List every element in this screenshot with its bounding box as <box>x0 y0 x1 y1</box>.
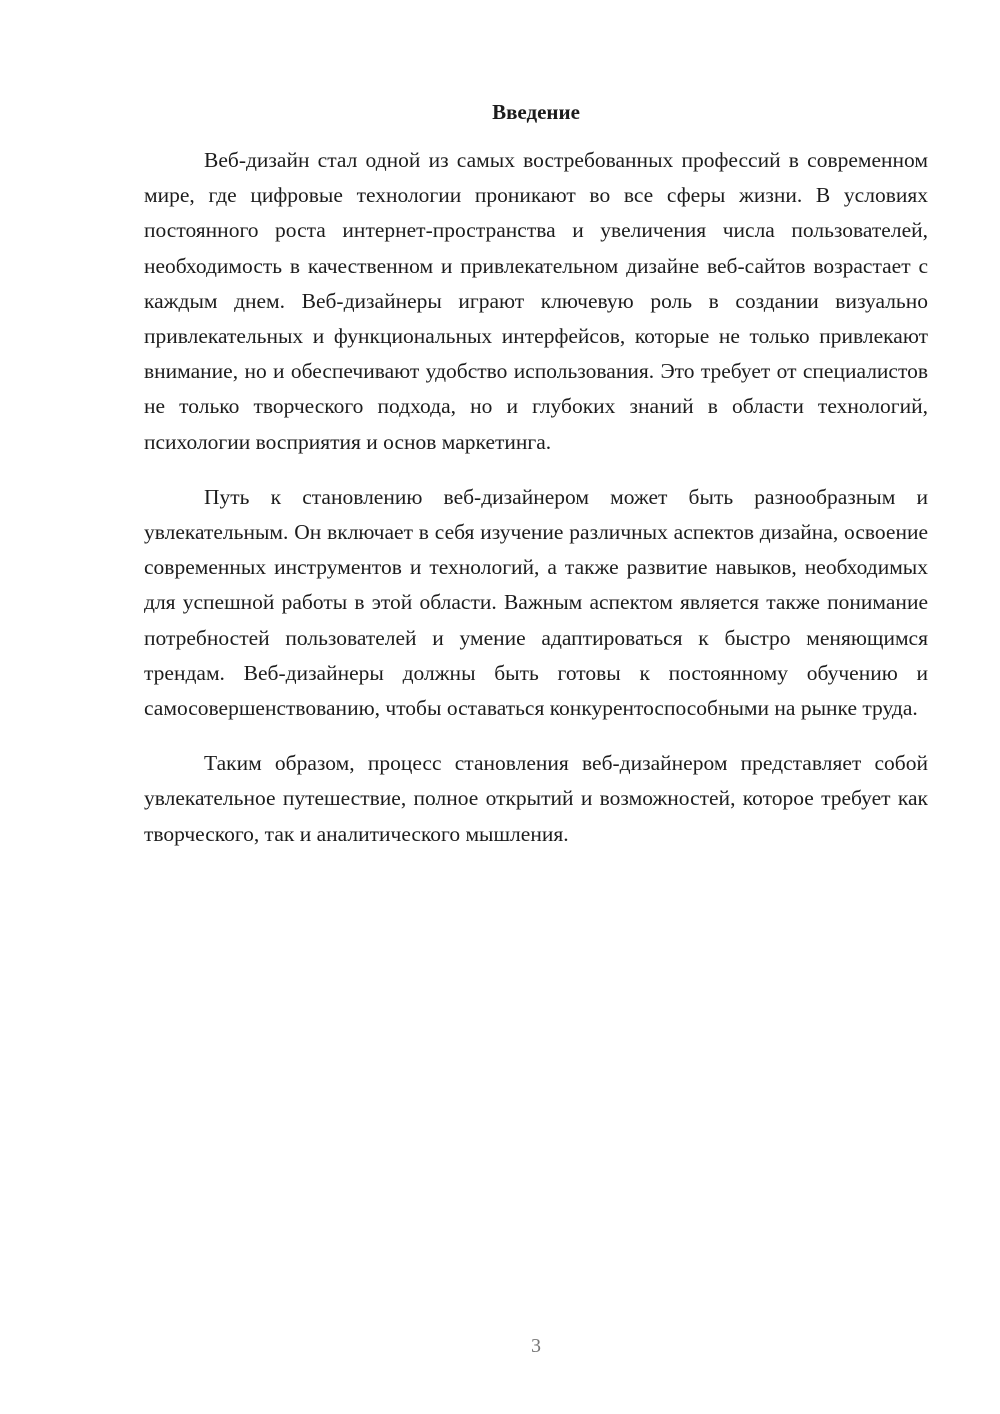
paragraph-3: Таким образом, процесс становления веб-дизайнером представляет собой увлекательное путешествие, полное открытий и возможностей, которое требует как творческого, так и аналитического мышления. <box>144 751 928 846</box>
page-title: Введение <box>492 100 580 124</box>
paragraph-1: Веб-дизайн стал одной из самых востребованных профессий в современном мире, где цифровые технологии проникают во все сферы жизни. В условиях постоянного роста интернет-пространства и увеличения числа пользователей, необходимость в качественном и привлекательном дизайне веб-сайтов возрастает с каждым днем. Веб-дизайнеры играют ключевую роль в создании визуально привлекательных и функциональных интерфейсов, которые не только привлекают внимание, но и обеспечивают удобство использования. Это требует от специалистов не только творческого подхода, но и глубоких знаний в области технологий, психологии восприятия и основ маркетинга. <box>144 148 928 454</box>
body-text <box>144 143 928 872</box>
paragraph-2: Путь к становлению веб-дизайнером может быть разнообразным и увлекательным. Он включает в себя изучение различных аспектов дизайна, освоение современных инструментов и технологий, а также развитие навыков, необходимых для успешной работы в этой области. Важным аспектом является также понимание потребностей пользователей и умение адаптироваться к быстро меняющимся трендам. Веб-дизайнеры должны быть готовы к постоянному обучению и самосовершенствованию, чтобы оставаться конкурентоспособными на рынке труда. <box>144 484 928 721</box>
page-number: 3 <box>531 1335 541 1357</box>
